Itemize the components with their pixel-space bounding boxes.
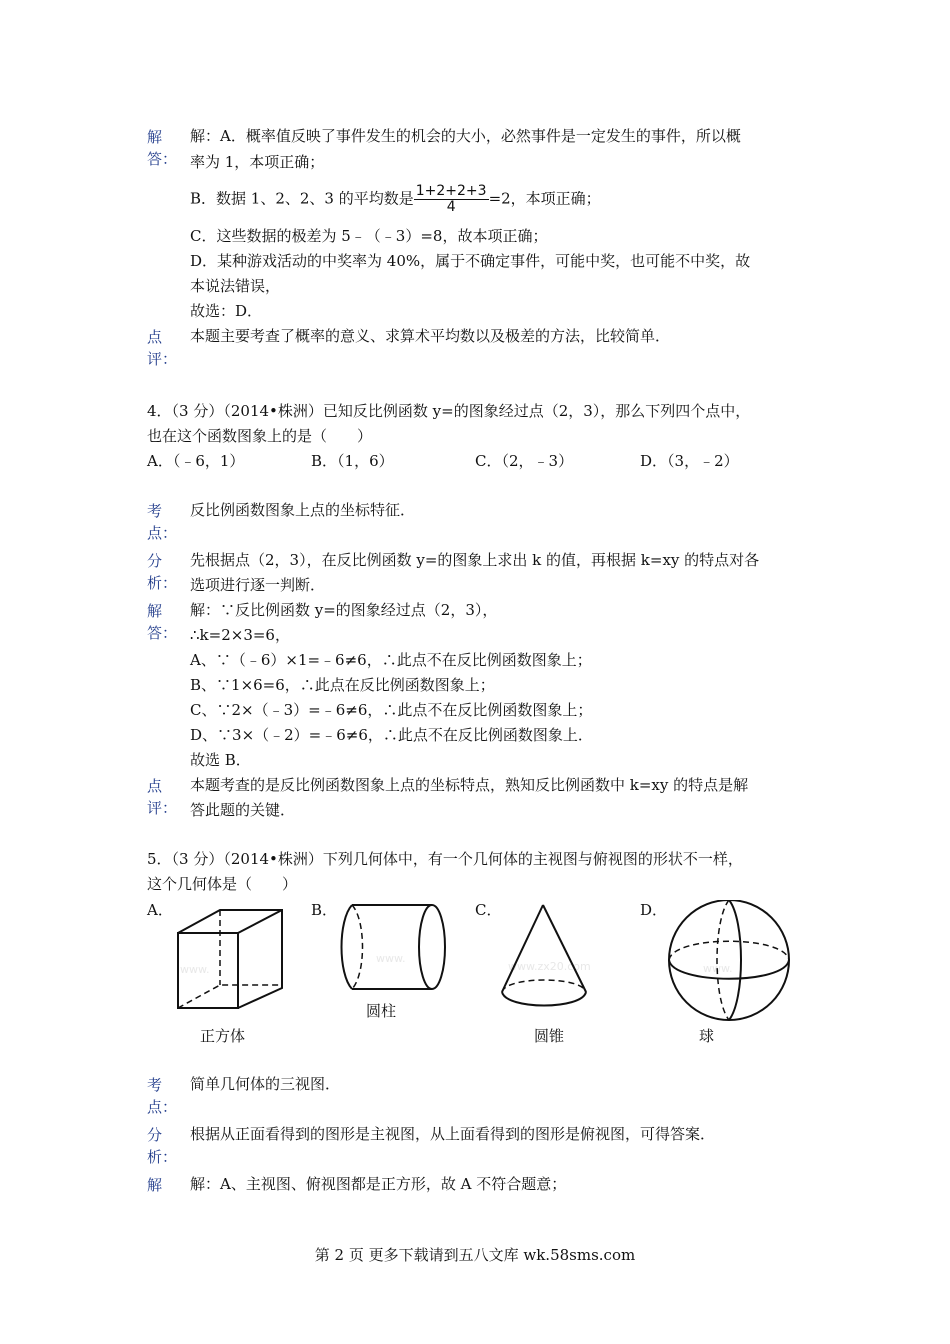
q5-jieda: 解：A、主视图、俯视图都是正方形，故 A 不符合题意；: [190, 1175, 567, 1193]
q4-jieda-line: D、∵3×（﹣2）=﹣6≠6，∴此点不在反比例函数图象上．: [190, 726, 593, 744]
page-footer: 第 2 页 更多下载请到五八文库 wk.58sms.com: [314, 1246, 636, 1264]
q4-kaodian-label: 考 点：: [147, 502, 178, 542]
cone-figure: [496, 900, 596, 1015]
q5-fenxi-label: 分 析：: [147, 1126, 178, 1166]
q4-option-d: D．（3，﹣2）: [640, 452, 739, 470]
q3-choose: 故选：D．: [190, 302, 263, 320]
q3-jieda-lineC: C．这些数据的极差为 5﹣（﹣3）=8，故本项正确；: [190, 227, 548, 245]
q5-kaodian-label: 考 点：: [147, 1076, 178, 1116]
q4-jieda-line: ∴k=2×3=6，: [190, 626, 290, 644]
q4-dianping-label: 点 评：: [147, 777, 178, 817]
q4-jieda-line: C、∵2×（﹣3）=﹣6≠6，∴此点不在反比例函数图象上；: [190, 701, 593, 719]
q4-fenxi-line2: 选项进行逐一判断．: [190, 576, 326, 594]
svg-text:www.: www.: [376, 952, 406, 965]
svg-text:www.: www.: [180, 963, 210, 976]
q5-option-b: B．: [311, 901, 338, 919]
q5-stem-line2: 这个几何体是（ ）: [147, 875, 298, 893]
q4-jieda-line: 解：∵反比例函数 y=的图象经过点（2，3），: [190, 601, 498, 619]
svg-text:www.: www.: [703, 962, 733, 975]
q4-jieda-label: 解 答：: [147, 602, 178, 642]
q4-fenxi-line1: 先根据点（2，3），在反比例函数 y=的图象上求出 k 的值，再根据 k=xy 的特点对各: [190, 551, 760, 569]
caption-cube: 正方体: [200, 1027, 246, 1045]
mean-fraction: $\frac{1+2+2+3}{4}$: [415, 183, 487, 215]
q3-jieda-line2: 率为 1，本项正确；: [190, 153, 325, 171]
q4-dianping-line2: 答此题的关键．: [190, 801, 296, 819]
q4-dianping-line1: 本题考查的是反比例函数图象上点的坐标特点，熟知反比例函数中 k=xy 的特点是解: [190, 776, 749, 794]
q4-stem-line2: 也在这个函数图象上的是（ ）: [147, 427, 373, 445]
caption-cone: 圆锥: [534, 1027, 565, 1045]
q5-jieda-label: 解: [147, 1176, 163, 1194]
q4-kaodian: 反比例函数图象上点的坐标特征．: [190, 501, 416, 519]
q5-fenxi: 根据从正面看得到的图形是主视图，从上面看得到的图形是俯视图，可得答案．: [190, 1125, 716, 1143]
svg-text:www.zx20.com: www.zx20.com: [508, 960, 591, 973]
q4-jieda-line: B、∵1×6=6，∴此点在反比例函数图象上；: [190, 676, 495, 694]
q3-jieda-lineB: B．数据 1、2、2、3 的平均数是 $\frac{1+2+2+3}{4}$ =2，本项正确；: [190, 183, 601, 215]
q3-dianping: 本题主要考查了概率的意义、求算术平均数以及极差的方法，比较简单．: [190, 327, 671, 345]
cylinder-figure: [336, 900, 451, 995]
q4-choose: 故选 B．: [190, 751, 251, 769]
q4-option-c: C．（2，﹣3）: [475, 452, 574, 470]
q3-jieda-label: 解 答：: [147, 128, 178, 168]
sphere-figure: [665, 900, 795, 1022]
q5-option-c: C．: [475, 901, 502, 919]
cube-figure: [170, 905, 300, 1015]
caption-sphere: 球: [699, 1027, 715, 1045]
q4-jieda-line: A、∵（﹣6）×1=﹣6≠6，∴此点不在反比例函数图象上；: [190, 651, 592, 669]
q3-dianping-label: 点 评：: [147, 328, 178, 368]
caption-cylinder: 圆柱: [366, 1002, 397, 1020]
q5-option-d: D．: [640, 901, 668, 919]
q3-jieda-line1: 解：A．概率值反映了事件发生的机会的大小，必然事件是一定发生的事件，所以概: [190, 127, 741, 145]
q4-option-b: B．（1，6）: [311, 452, 394, 470]
q4-option-a: A．（﹣6，1）: [147, 452, 245, 470]
q4-fenxi-label: 分 析：: [147, 552, 178, 592]
q5-stem-line1: 5．（3 分）（2014•株洲）下列几何体中，有一个几何体的主视图与俯视图的形状不一样，: [147, 850, 743, 868]
q4-stem-line1: 4．（3 分）（2014•株洲）已知反比例函数 y=的图象经过点（2，3），那么下列四个点中，: [147, 402, 751, 420]
q3-jieda-lineD2: 本说法错误，: [190, 277, 281, 295]
q5-option-a: A．: [147, 901, 173, 919]
q5-kaodian: 简单几何体的三视图．: [190, 1075, 341, 1093]
q3-jieda-lineD1: D．某种游戏活动的中奖率为 40%，属于不确定事件，可能中奖，也可能不中奖，故: [190, 252, 751, 270]
